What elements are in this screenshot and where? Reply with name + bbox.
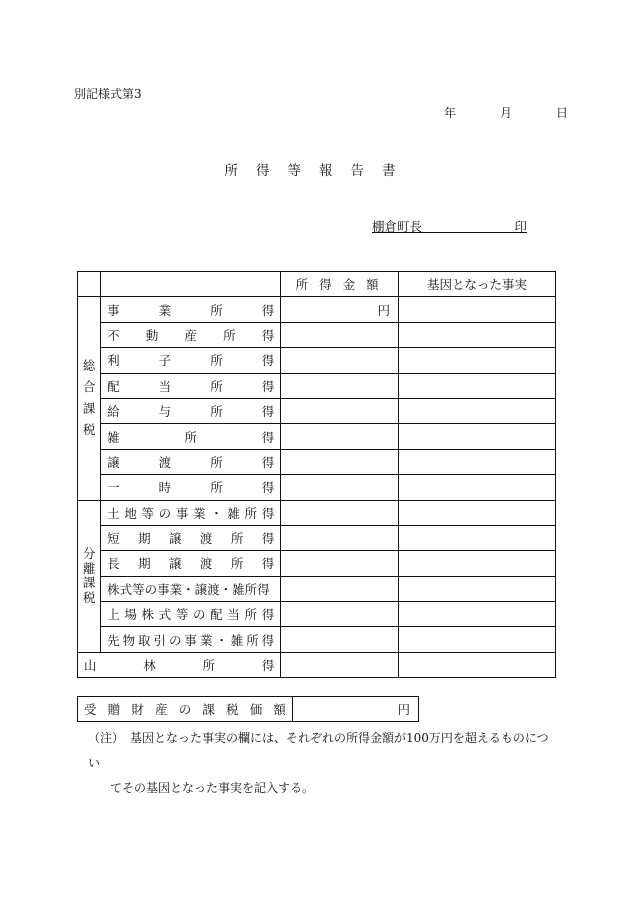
label-char: 所 [246, 632, 259, 648]
label-char: 産 [184, 327, 197, 343]
category-char: 離 [82, 560, 96, 576]
income-item-label [101, 576, 281, 601]
label-char: 受 [84, 702, 97, 717]
table-row [78, 449, 556, 474]
label-char: 所 [244, 607, 258, 623]
forest-income-text [84, 656, 274, 674]
label-char: 産 [155, 702, 168, 717]
label-char: 得 [261, 556, 275, 572]
table-row [78, 602, 556, 627]
header-amount: 所得金額 [281, 272, 399, 297]
label-char: 等 [141, 505, 154, 521]
label-char: 得 [261, 302, 275, 318]
label-char: 事 [184, 632, 197, 648]
label-char: 期 [138, 556, 151, 572]
table-row [78, 398, 556, 423]
header-blank-category [78, 272, 101, 297]
income-item-label [101, 322, 281, 347]
category-char: 総 [82, 357, 96, 373]
income-item-text [107, 504, 274, 522]
label-char: 渡 [199, 531, 213, 547]
label-char: 譲 [168, 556, 182, 572]
label-char: 所 [210, 353, 223, 369]
gift-table [77, 696, 419, 722]
fact-field[interactable] [399, 398, 556, 423]
income-item-label [101, 551, 281, 576]
forest-income-label [78, 652, 281, 677]
amount-field[interactable] [281, 500, 399, 525]
note [88, 726, 558, 801]
income-item-label [101, 602, 281, 627]
gift-yen-unit: 円 [397, 702, 410, 717]
addressee-line [372, 217, 527, 233]
label-char: 所 [210, 404, 223, 420]
label-char: 得 [261, 480, 275, 496]
label-char: 得 [261, 429, 275, 445]
label-char: 得 [261, 505, 275, 521]
table-row [78, 525, 556, 550]
label-char: 上 [107, 607, 120, 623]
table-row [78, 551, 556, 576]
table-row-forest [78, 652, 556, 677]
label-char: 株 [141, 607, 154, 623]
table-row [78, 322, 556, 347]
income-item-text [107, 377, 274, 395]
income-item-label [101, 424, 281, 449]
label-char: 株式等の事業・譲渡・雑所得 [107, 581, 270, 597]
label-char: 雑 [227, 505, 240, 521]
label-char: 式 [158, 607, 172, 623]
label-char: 地 [124, 505, 137, 521]
amount-field[interactable] [281, 576, 399, 601]
date-year-label: 年 [444, 106, 457, 120]
label-char: 所 [244, 505, 258, 521]
label-char: 渡 [158, 454, 172, 470]
label-char: 得 [261, 353, 275, 369]
label-char: 得 [261, 531, 275, 547]
label-char: 土 [107, 505, 120, 521]
label-char: 動 [145, 327, 159, 343]
income-item-label [101, 475, 281, 500]
document-title: 所得等報告書 [224, 163, 414, 179]
label-char: 業 [199, 632, 213, 648]
label-char: の [178, 702, 192, 717]
table-row [78, 627, 556, 652]
label-char: 一 [107, 480, 120, 496]
gift-label [78, 697, 293, 722]
fact-field[interactable] [399, 602, 556, 627]
note-line-1: （注） 基因となった事実の欄には、それぞれの所得金額が100万円を超えるものについ [88, 731, 549, 770]
label-char: 課 [202, 702, 215, 717]
fact-field[interactable] [399, 500, 556, 525]
label-char: 所 [230, 556, 244, 572]
label-char: 短 [107, 531, 120, 547]
label-char: 得 [261, 632, 275, 648]
income-item-text [107, 478, 274, 496]
category-char: 分 [82, 546, 96, 562]
category-bunri-kazei [78, 500, 101, 652]
label-char: 所 [202, 658, 216, 674]
amount-field[interactable] [281, 652, 399, 677]
date-day-label: 日 [556, 106, 569, 120]
amount-field[interactable] [281, 322, 399, 347]
income-table-body [78, 272, 556, 678]
label-char: 長 [107, 556, 120, 572]
form-number: 別記様式第3 [74, 87, 142, 101]
label-char: 子 [158, 353, 172, 369]
income-item-text [107, 428, 274, 446]
label-char: 取 [138, 632, 151, 648]
label-char: 与 [158, 404, 172, 420]
table-row [78, 500, 556, 525]
label-char: 当 [158, 378, 172, 394]
date-month-label: 月 [500, 106, 513, 120]
label-char: 所 [210, 454, 223, 470]
amount-field[interactable] [281, 627, 399, 652]
label-char: 所 [184, 429, 197, 445]
gift-amount-field[interactable] [293, 697, 419, 722]
amount-field[interactable] [281, 373, 399, 398]
income-item-label [101, 297, 281, 322]
fact-field[interactable] [399, 373, 556, 398]
amount-field[interactable] [281, 602, 399, 627]
table-row [78, 297, 556, 322]
label-char: 林 [143, 658, 156, 674]
income-item-text [107, 351, 274, 369]
label-char: 得 [261, 607, 275, 623]
income-item-text [107, 580, 274, 598]
table-row [78, 576, 556, 601]
amount-field[interactable] [281, 475, 399, 500]
fact-field[interactable] [399, 475, 556, 500]
label-char: 時 [158, 480, 172, 496]
income-item-text [107, 631, 274, 649]
label-char: 額 [273, 702, 286, 717]
date-line [444, 104, 568, 121]
label-char: の [168, 632, 182, 648]
income-table [77, 271, 556, 678]
income-item-text [107, 605, 274, 623]
yen-unit: 円 [377, 302, 390, 318]
fact-field[interactable] [399, 525, 556, 550]
label-char: 業 [158, 302, 172, 318]
fact-field[interactable] [399, 322, 556, 347]
fact-field[interactable] [399, 348, 556, 373]
fact-field[interactable] [399, 297, 556, 322]
label-char: 当 [227, 607, 240, 623]
income-item-label [101, 398, 281, 423]
header-blank-item [101, 272, 281, 297]
label-char: 先 [107, 632, 120, 648]
category-char: 税 [82, 422, 96, 438]
label-char: 引 [153, 632, 167, 648]
income-item-label [101, 373, 281, 398]
table-row [78, 424, 556, 449]
label-char: 不 [107, 327, 120, 343]
label-char: 譲 [168, 531, 182, 547]
fact-field[interactable] [399, 551, 556, 576]
label-char: 利 [107, 353, 120, 369]
note-line-2: てその基因となった事実を記入する。 [110, 781, 315, 795]
label-char: 事 [107, 302, 120, 318]
category-char: 課 [82, 400, 96, 416]
label-char: 財 [131, 702, 144, 717]
label-char: の [193, 607, 206, 623]
addressee-label: 棚倉町長 [372, 219, 423, 234]
fact-field[interactable] [399, 449, 556, 474]
income-item-text [107, 301, 274, 319]
label-char: 配 [210, 607, 223, 623]
label-char: 税 [226, 702, 239, 717]
label-char: 所 [210, 378, 223, 394]
label-char: 給 [107, 404, 120, 420]
fact-field[interactable] [399, 627, 556, 652]
table-row [78, 373, 556, 398]
label-char: の [158, 505, 172, 521]
income-item-label [101, 627, 281, 652]
amount-field[interactable] [281, 551, 399, 576]
label-char: 所 [230, 531, 244, 547]
category-char: 税 [82, 589, 96, 605]
label-char: 配 [107, 378, 120, 394]
label-char: 所 [210, 480, 223, 496]
label-char: ・ [210, 505, 223, 521]
label-char: ・ [215, 632, 228, 648]
label-char: 渡 [199, 556, 213, 572]
label-char: 譲 [107, 454, 120, 470]
amount-field[interactable] [281, 297, 399, 322]
income-item-text [107, 326, 274, 344]
seal-mark: 印 [514, 219, 527, 234]
label-char: 価 [249, 702, 263, 717]
label-char: 所 [223, 327, 236, 343]
table-header-row [78, 272, 556, 297]
label-char: 得 [261, 658, 275, 674]
category-char: 合 [82, 379, 96, 395]
category-sogo-kazei [78, 297, 101, 500]
label-char: 業 [193, 505, 206, 521]
label-char: 贈 [107, 702, 121, 717]
amount-field[interactable] [281, 348, 399, 373]
amount-field[interactable] [281, 424, 399, 449]
category-char: 課 [82, 575, 96, 591]
amount-field[interactable] [281, 449, 399, 474]
fact-field[interactable] [399, 652, 556, 677]
label-char: 得 [261, 327, 275, 343]
label-char: 期 [138, 531, 151, 547]
fact-field[interactable] [399, 576, 556, 601]
fact-field[interactable] [399, 424, 556, 449]
income-item-label [101, 348, 281, 373]
label-char: 得 [261, 404, 275, 420]
label-char: 得 [261, 454, 275, 470]
income-item-text [107, 453, 274, 471]
gift-label-text [84, 700, 286, 718]
label-char: 山 [84, 658, 97, 674]
amount-field[interactable] [281, 525, 399, 550]
label-char: 事 [175, 505, 189, 521]
label-char: 得 [261, 378, 275, 394]
gift-row [78, 697, 419, 722]
label-char: 所 [210, 302, 223, 318]
income-item-label [101, 525, 281, 550]
label-char: 場 [124, 607, 137, 623]
label-char: 物 [122, 632, 136, 648]
income-item-label [101, 449, 281, 474]
amount-field[interactable] [281, 398, 399, 423]
income-item-text [107, 554, 274, 572]
header-fact: 基因となった事実 [399, 272, 556, 297]
table-row [78, 475, 556, 500]
income-item-text [107, 402, 274, 420]
income-item-label [101, 500, 281, 525]
label-char: 雑 [230, 632, 244, 648]
table-row [78, 348, 556, 373]
label-char: 雑 [107, 429, 120, 445]
income-item-text [107, 529, 274, 547]
label-char: 等 [175, 607, 189, 623]
